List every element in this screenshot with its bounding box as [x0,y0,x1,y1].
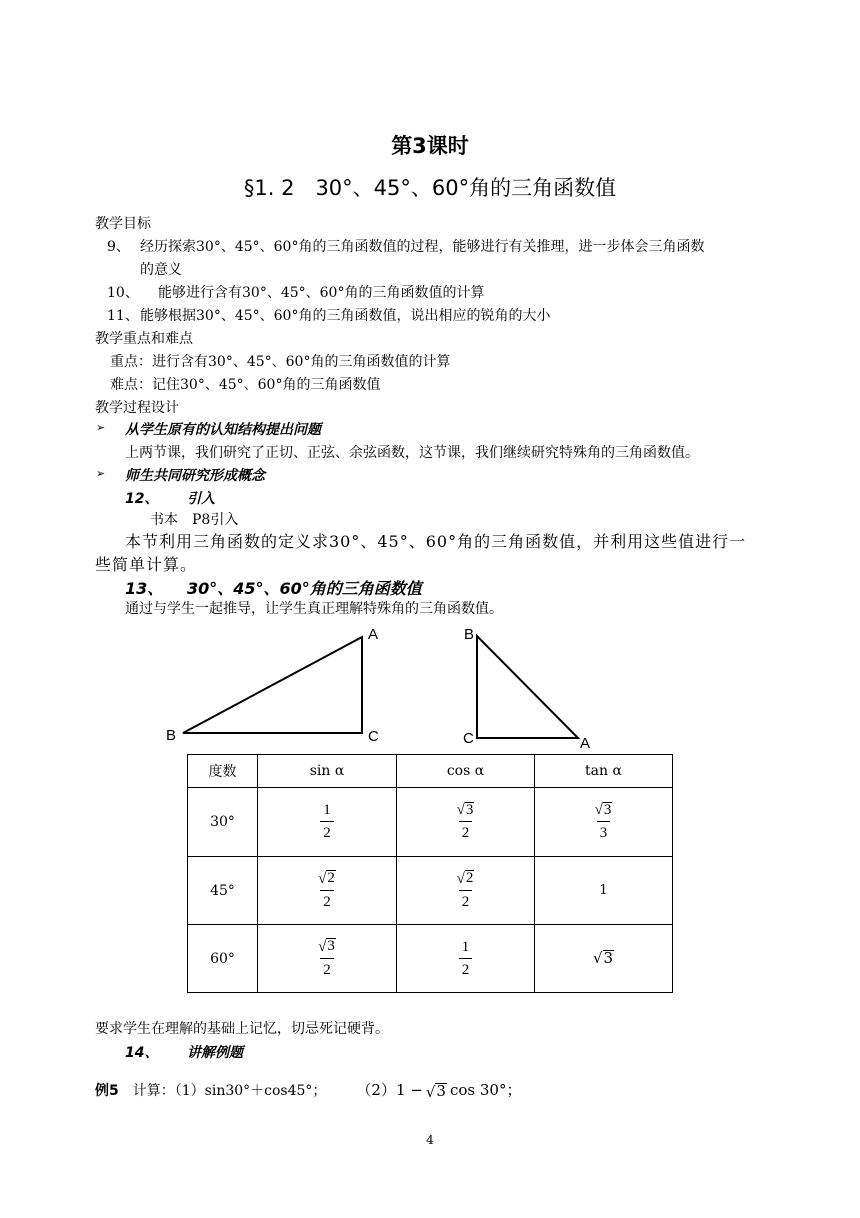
degree-cell: 60° [188,925,258,993]
section-13-text: 通过与学生一起推导，让学生真正理解特殊角的三角函数值。 [125,601,503,617]
objective-9-continuation: 的意义 [140,262,182,278]
degree-cell: 30° [188,788,258,857]
tan-45-cell: 1 [535,857,673,925]
example-5-label: 例5 [95,1083,119,1099]
table-row [188,925,673,993]
objective-9-number: 9、 [107,239,130,255]
header-tan: tan α [535,755,673,788]
section-1-text: 上两节课，我们研究了正切、正弦、余弦函数，这节课，我们继续研究特殊角的三角函数值。 [125,445,699,461]
process-heading: 教学过程设计 [95,400,179,416]
section-13-title: 30°、45°、60°角的三角函数值 [187,579,422,598]
sqrt-icon: √ [318,870,327,887]
section-14-title: 讲解例题 [187,1045,243,1061]
triangle-2-label-a: A [580,735,591,752]
sqrt-icon: √ [456,802,465,819]
textbook-reference: 书本 P8引入 [150,512,239,528]
triangle-1-label-a: A [368,626,379,643]
objective-10-text: 能够进行含有30°、45°、60°角的三角函数值的计算 [158,285,485,301]
example-5-part2-suffix: cos 30°； [449,1081,522,1099]
header-degree: 度数 [188,755,258,788]
section-14-number: 14、 [125,1045,159,1061]
table-row [188,857,673,925]
objective-9-text: 经历探索30°、45°、60°角的三角函数值的过程，能够进行有关推理，进一步体会三角函数 [140,239,705,255]
memorize-note: 要求学生在理解的基础上记忆，切忌死记硬背。 [95,1021,389,1037]
key-point: 重点：进行含有30°、45°、60°角的三角函数值的计算 [110,354,451,370]
cos-30-cell: √ 3 2 [397,788,535,857]
focus-heading: 教学重点和难点 [95,331,193,347]
lesson-number: 第3课时 [391,134,469,158]
sqrt-icon: √ [456,870,465,887]
triangle-2 [463,626,590,752]
section-12-title: 引入 [187,491,215,507]
arrow-bullet-icon: ➢ [96,421,106,434]
sin-30-cell: $\frac{1}{2}$ [258,788,397,857]
table-header-row [188,755,673,788]
section-13-number: 13、 [125,579,164,598]
cos-45-cell: √ 2 2 [397,857,535,925]
sqrt-icon: √ [592,949,603,968]
arrow-bullet-icon: ➢ [96,467,106,480]
lesson-title: §1. 2 30°、45°、60°角的三角函数值 [243,176,617,200]
page-number: 4 [426,1133,434,1147]
tan-60-cell: √ 3 [535,925,673,993]
example-5-sqrt: √ 3 [425,1082,446,1101]
example-5-part2-prefix: （2）1 − [356,1081,423,1099]
trig-values-table [187,754,673,993]
section-2-title: 师生共同研究形成概念 [125,468,265,484]
difficulty: 难点：记住30°、45°、60°角的三角函数值 [110,377,381,393]
triangle-figures [150,620,610,755]
objectives-heading: 教学目标 [95,216,151,232]
section-1-title: 从学生原有的认知结构提出问题 [125,422,321,438]
sqrt-icon: √ [425,1083,436,1101]
section-12-number: 12、 [125,491,159,507]
objective-10-number: 10、 [107,285,139,301]
sqrt-icon: √ [318,938,327,955]
triangle-1-label-b: B [166,727,177,744]
triangle-2-label-b: B [464,626,475,643]
table-row [188,788,673,857]
example-5-part1: 计算：（1）sin30°＋cos45°； [132,1083,327,1099]
cos-60-cell: $\frac{1}{2}$ [397,925,535,993]
intro-paragraph-line1: 本节利用三角函数的定义求30°、45°、60°角的三角函数值，并利用这些值进行一 [125,532,747,551]
sin-45-cell: √ 2 2 [258,857,397,925]
degree-cell: 45° [188,857,258,925]
sqrt-icon: √ [594,802,603,819]
sin-60-cell: √ 3 2 [258,925,397,993]
example-5 [95,1079,521,1100]
objective-11-number: 11、 [107,308,139,324]
tan-30-cell: √ 3 3 [535,788,673,857]
header-sin: sin α [258,755,397,788]
objective-11-text: 能够根据30°、45°、60°角的三角函数值，说出相应的锐角的大小 [140,308,551,324]
triangle-1-label-c: C [368,728,379,745]
triangle-1 [166,626,379,745]
intro-paragraph-line2: 些简单计算。 [95,555,198,574]
triangle-2-label-c: C [463,730,474,747]
header-cos: cos α [397,755,535,788]
